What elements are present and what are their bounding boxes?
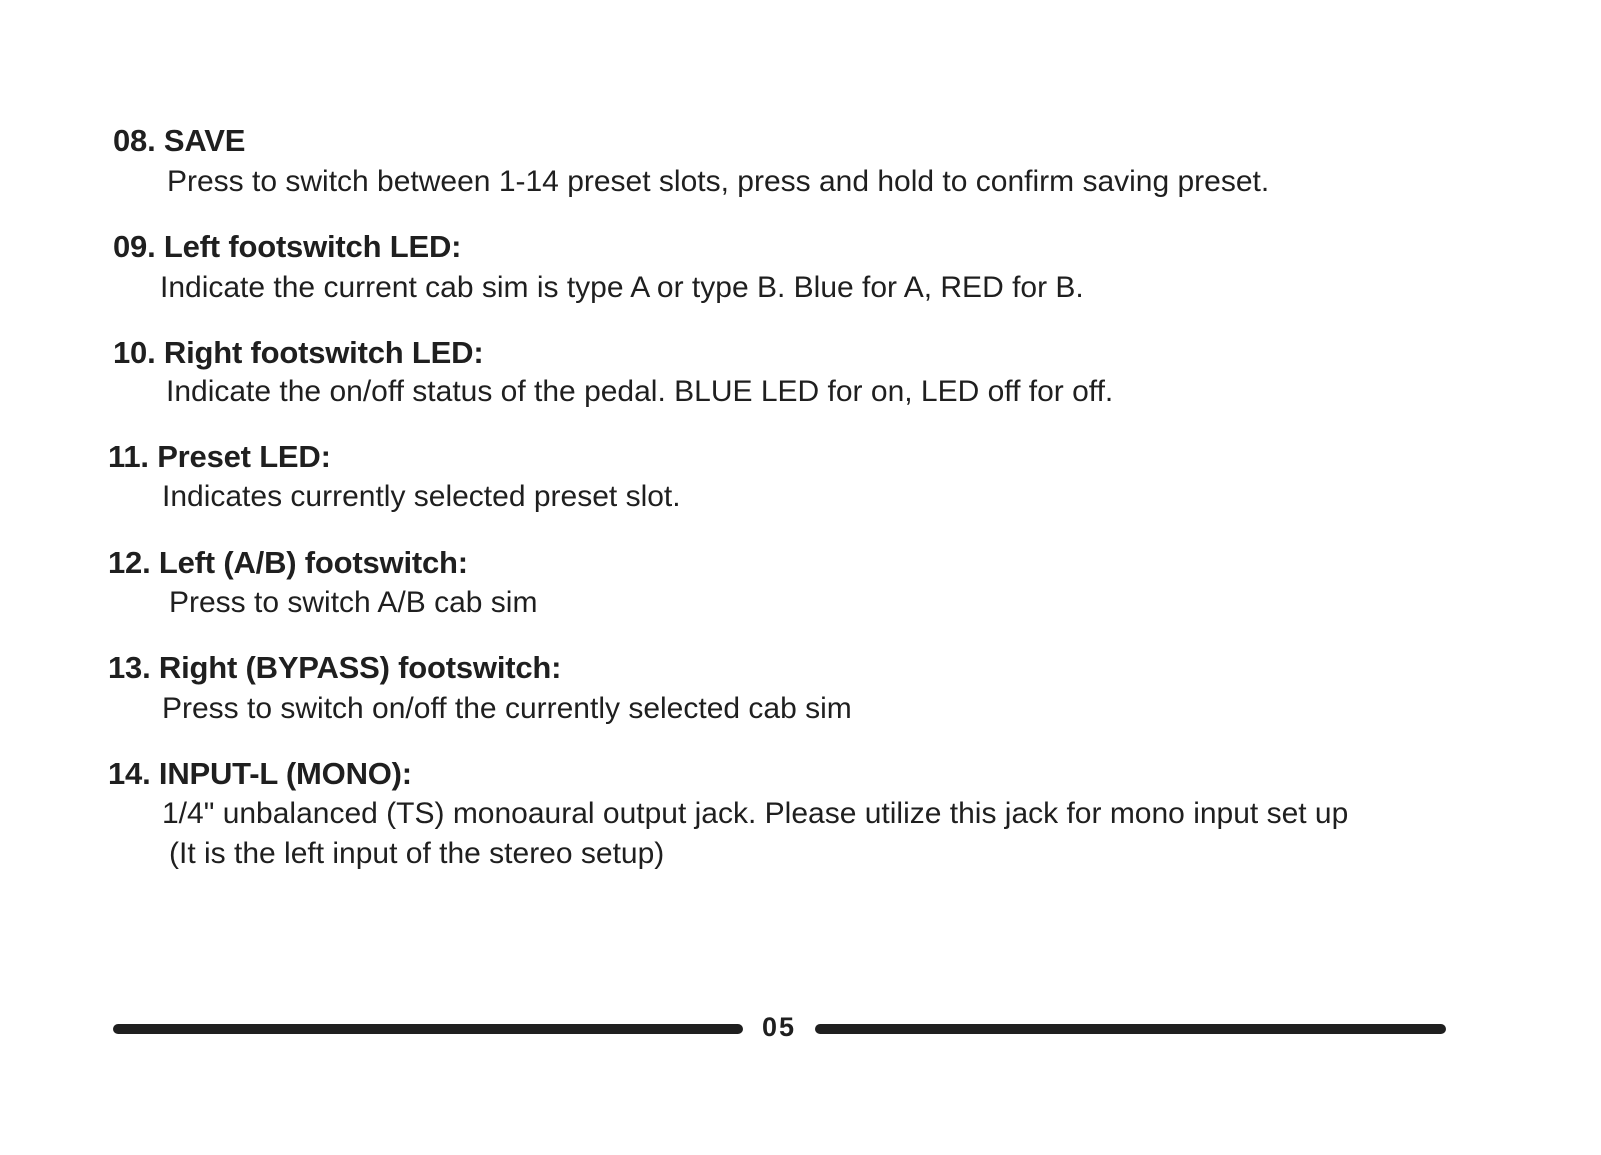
section-description: Press to switch on/off the currently selected cab sim bbox=[162, 692, 852, 725]
section-description: Indicate the current cab sim is type A or type B. Blue for A, RED for B. bbox=[160, 271, 1084, 304]
section-description: Indicates currently selected preset slot. bbox=[162, 480, 681, 513]
section-title: 10. Right footswitch LED: bbox=[113, 335, 484, 370]
section-title: 09. Left footswitch LED: bbox=[113, 229, 462, 264]
section-title: 11. Preset LED: bbox=[108, 439, 331, 474]
section-title: 12. Left (A/B) footswitch: bbox=[108, 545, 468, 580]
section-description: Press to switch A/B cab sim bbox=[169, 586, 538, 619]
section-title: 14. INPUT-L (MONO): bbox=[108, 756, 412, 791]
section-description: Indicate the on/off status of the pedal. BLUE LED for on, LED off for off. bbox=[166, 375, 1114, 408]
section-description: 1/4" unbalanced (TS) monoaural output jack. Please utilize this jack for mono input set up bbox=[162, 797, 1349, 830]
footer-rule-right bbox=[815, 1024, 1446, 1034]
page-number: 05 bbox=[761, 1012, 797, 1042]
section-description: Press to switch between 1-14 preset slots, press and hold to confirm saving preset. bbox=[167, 165, 1270, 198]
section-title: 08. SAVE bbox=[113, 123, 246, 158]
section-description-line-2: (It is the left input of the stereo setup) bbox=[169, 837, 665, 870]
footer-rule-left bbox=[113, 1024, 743, 1034]
section-title: 13. Right (BYPASS) footswitch: bbox=[108, 650, 562, 685]
